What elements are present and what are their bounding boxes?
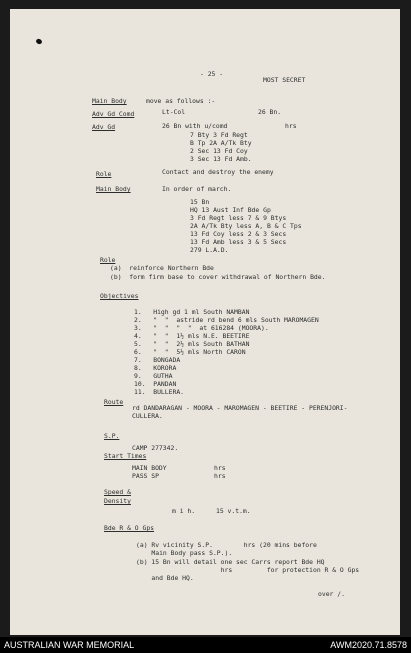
start-time-2: PASS SP (132, 472, 159, 480)
objective-11: 11. BULLERA. (134, 388, 185, 396)
bde-r-o-gps-line-4: hrs for protection R & O Gps (136, 566, 360, 574)
over-note: over /. (318, 590, 345, 598)
bde-r-o-gps-line-5: and Bde HQ. (136, 574, 194, 582)
march-order-heading: In order of march. (162, 185, 232, 193)
adv-gd-comd-value: Lt-Col (162, 108, 186, 116)
adv-gd-line-1: 26 Bn with u/comd (162, 122, 228, 130)
march-order-7: 279 L.A.D. (190, 246, 229, 254)
speed-label: Speed & (104, 488, 131, 496)
objective-5: 5. " " 2½ mls South BATHAN (134, 340, 250, 348)
adv-gd-label: Adv Gd (92, 123, 116, 131)
adv-gd-line-4: 2 Sec 13 Fd Coy (190, 147, 248, 155)
march-order-3: 3 Fd Regt less 7 & 9 Btys (190, 214, 287, 222)
objective-8: 8. KORORA (134, 364, 177, 372)
sp-value: CAMP 277342. (132, 444, 179, 452)
start-times-label: Start Times (104, 452, 147, 460)
bde-r-o-gps-label: Bde R & O Gps (104, 524, 155, 532)
objective-6: 6. " " 5½ mls North CARON (134, 348, 246, 356)
objective-9: 9. GUTHA (134, 372, 173, 380)
role-label-1: Role (96, 170, 112, 178)
role-2-item-b: (b) form firm base to cover withdrawal of Northern Bde. (110, 273, 326, 281)
main-body-2-label: Main Body (96, 185, 131, 193)
route-label: Route (104, 398, 124, 406)
density-label: Density (104, 497, 131, 505)
role-label-2: Role (100, 256, 116, 264)
route-line-2: CULLERA. (132, 412, 163, 420)
objectives-label: Objectives (100, 292, 139, 300)
main-body-label: Main Body (92, 97, 127, 105)
page-number: - 25 - (200, 70, 224, 78)
role-2-item-a: (a) reinforce Northern Bde (110, 264, 214, 272)
start-time-2-hrs: hrs (214, 472, 226, 480)
footer-archive-name: AUSTRALIAN WAR MEMORIAL (4, 640, 135, 650)
adv-gd-hrs: hrs (285, 122, 297, 130)
objective-4: 4. " " 1½ mls N.E. BEETIRE (134, 332, 250, 340)
objective-1: 1. High gd 1 ml South NAMBAN (134, 308, 250, 316)
march-order-1: 15 Bn (190, 198, 210, 206)
footer-bar (0, 637, 411, 653)
classification: MOST SECRET (263, 76, 306, 84)
objective-2: 2. " " astride rd bend 6 mls South MAROMAGEN (134, 316, 319, 324)
route-line-1: rd DANDARAGAN - MOORA - MAROMAGEN - BEETIRE - PERENJORI- (132, 404, 348, 412)
footer-accession-number: AWM2020.71.8578 (330, 640, 407, 650)
bde-r-o-gps-line-1: (a) Rv vicinity S.P. hrs (20 mins before (136, 541, 317, 549)
adv-gd-comd-unit: 26 Bn. (258, 108, 282, 116)
adv-gd-comd-label: Adv Gd Comd (92, 110, 135, 118)
adv-gd-line-3: B Tp 2A A/Tk Bty (190, 139, 252, 147)
march-order-5: 13 Fd Coy less 2 & 3 Secs (190, 230, 287, 238)
main-body-text: move as follows :- (146, 97, 216, 105)
march-order-4: 2A A/Tk Bty less A, B & C Tps (190, 222, 302, 230)
sp-label: S.P. (104, 432, 120, 440)
role-text-1: Contact and destroy the enemy (162, 168, 274, 176)
adv-gd-line-2: 7 Bty 3 Fd Regt (190, 131, 248, 139)
adv-gd-line-5: 3 Sec 13 Fd Amb. (190, 155, 252, 163)
march-order-2: HQ 13 Aust Inf Bde Gp (190, 206, 271, 214)
start-time-1: MAIN BODY (132, 464, 167, 472)
start-time-1-hrs: hrs (214, 464, 226, 472)
bde-r-o-gps-line-2: Main Body pass S.P.). (136, 549, 233, 557)
march-order-6: 13 Fd Amb less 3 & 5 Secs (190, 238, 287, 246)
objective-7: 7. BONGADA (134, 356, 181, 364)
bde-r-o-gps-line-3: (b) 15 Bn will detail one sec Carrs report Bde HQ (136, 558, 325, 566)
objective-3: 3. " " " " at 616284 (MOORA). (134, 324, 269, 332)
objective-10: 10. PANDAN (134, 380, 177, 388)
vtm-value: 15 v.t.m. (216, 507, 251, 515)
speed-value: m i h. (172, 507, 196, 515)
